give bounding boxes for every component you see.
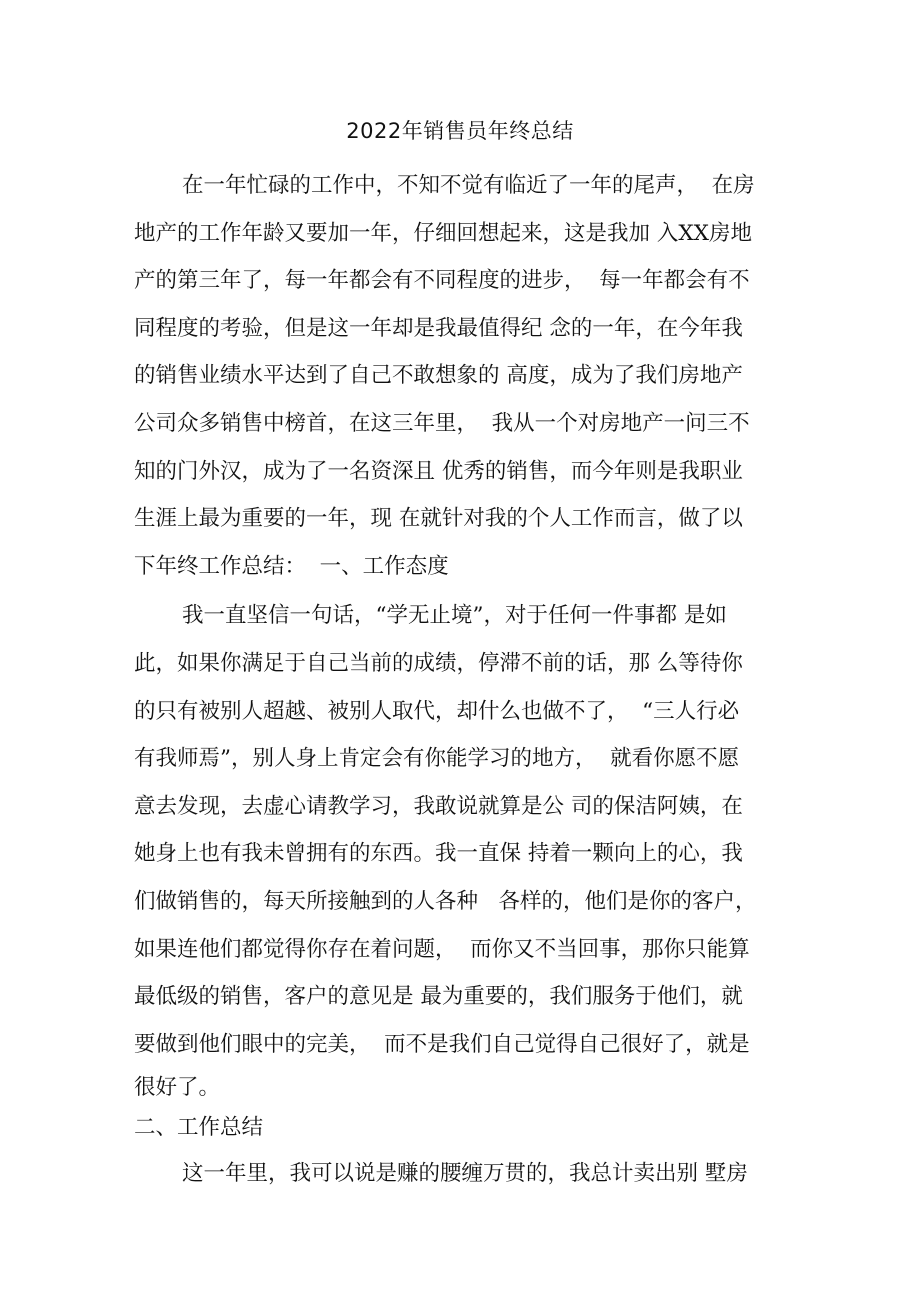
- paragraph-line: 有我师焉”，别人身上肯定会有你能学习的地方， 就看你愿不愿: [134, 746, 740, 772]
- paragraph-line: 在一年忙碌的工作中，不知不觉有临近了一年的尾声， 在房: [182, 173, 755, 198]
- section-heading: 二、工作总结: [134, 1115, 264, 1141]
- paragraph-line: 产的第三年了，每一年都会有不同程度的进步， 每一年都会有不: [134, 268, 750, 294]
- paragraph-line: 意去发现，去虚心请教学习，我敢说就算是公 司的保洁阿姨，在: [134, 793, 743, 819]
- paragraph-line: 要做到他们眼中的完美， 而不是我们自己觉得自己很好了，就是: [134, 1031, 750, 1057]
- paragraph-line: 的只有被别人超越、被别人取代，却什么也做不了， “三人行必: [134, 698, 740, 724]
- document-title: 2022年销售员年终总结: [346, 119, 574, 143]
- section-heading-line: 下年终工作总结： 一、工作态度: [134, 553, 449, 579]
- paragraph-line: 此，如果你满足于自己当前的成绩，停滞不前的话，那 么等待你: [134, 650, 743, 676]
- paragraph-line: 最低级的销售，客户的意见是 最为重要的，我们服务于他们，就: [134, 984, 743, 1010]
- paragraph-line: 这一年里，我可以说是赚的腰缠万贯的，我总计卖出别 墅房: [182, 1161, 748, 1187]
- paragraph-line: 很好了。: [134, 1075, 221, 1101]
- paragraph-line: 她身上也有我未曾拥有的东西。我一直保 持着一颗向上的心，我: [134, 841, 743, 867]
- paragraph-line: 公司众多销售中榜首，在这三年里， 我从一个对房地产一问三不: [134, 410, 750, 436]
- document-body: [134, 162, 794, 1198]
- paragraph-line: 同程度的考验，但是这一年却是我最值得纪 念的一年，在今年我: [134, 315, 743, 341]
- paragraph-line: 我一直坚信一句话，“学无止境”，对于任何一件事都 是如: [182, 603, 727, 629]
- paragraph-line: 的销售业绩水平达到了自己不敢想象的 高度，成为了我们房地产: [134, 363, 743, 389]
- paragraph-line: 地产的工作年龄又要加一年，仔细回想起来，这是我加 入XX房地: [134, 220, 752, 246]
- paragraph-line: 知的门外汉，成为了一名资深且 优秀的销售，而今年则是我职业: [134, 458, 743, 484]
- paragraph-line: 如果连他们都觉得你存在着问题， 而你又不当回事，那你只能算: [134, 936, 750, 962]
- paragraph-line: 们做销售的，每天所接触到的人各种 各样的，他们是你的客户，: [134, 888, 757, 914]
- paragraph-line: 生涯上最为重要的一年，现 在就针对我的个人工作而言，做了以: [134, 506, 743, 532]
